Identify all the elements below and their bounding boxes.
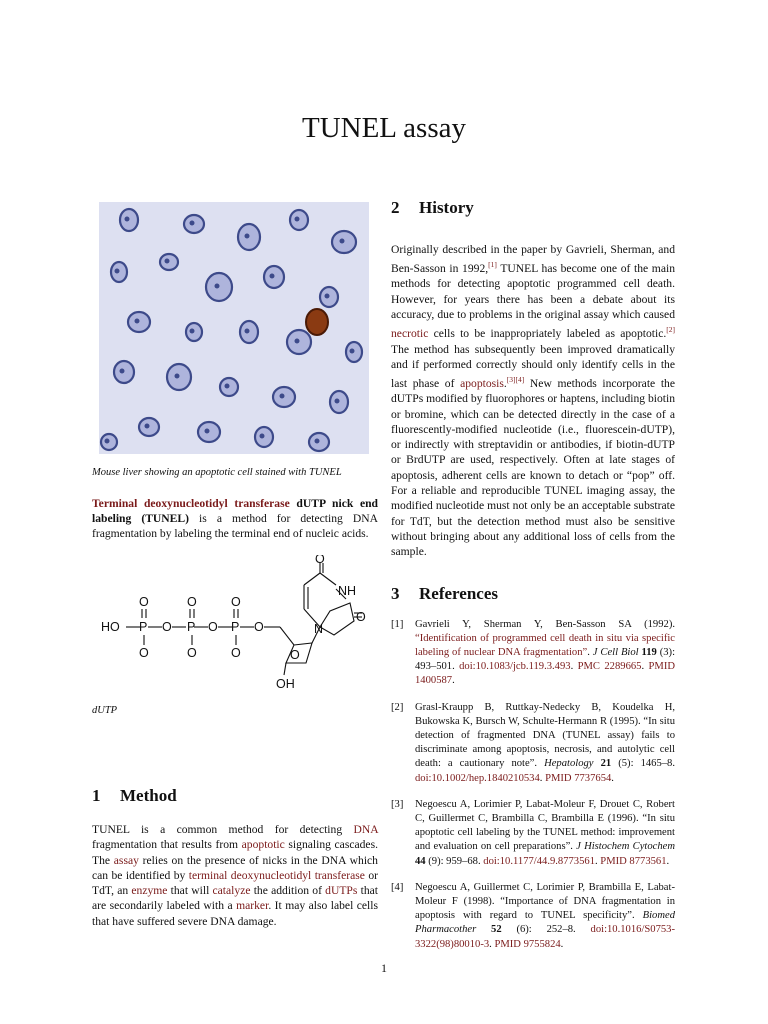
mol-label-ho: HO <box>101 620 120 635</box>
reference-item <box>391 881 675 952</box>
method-text: or TdT, an <box>92 868 378 898</box>
lead-bold-3: ) <box>185 511 190 525</box>
nucleolus-shape <box>215 284 220 289</box>
references-number: 3 <box>391 583 400 603</box>
reference-volume: 119 <box>641 646 657 658</box>
mol-label-o-top-base: O <box>315 555 325 567</box>
reference-journal: J Histochem Cytochem <box>576 841 675 853</box>
nucleolus-shape <box>245 234 250 239</box>
history-citation[interactable]: [2] <box>666 325 675 335</box>
reference-segment: Negoescu A, Guillermet C, Lorimier P, Brambilla E, Labat-Moleur F (1998). “Importance of DNA fragmentation in apoptosis with regard to TUNEL specificity”. <box>415 881 675 922</box>
method-link[interactable]: catalyze <box>212 884 251 898</box>
reference-volume: 21 <box>600 758 612 770</box>
history-text: Originally described in the paper by Gavrieli, Sherman, and Ben-Sasson in 1992, <box>391 243 675 276</box>
dutp-structure-diagram <box>98 555 368 695</box>
method-text: that will <box>167 884 213 898</box>
nucleolus-shape <box>315 439 320 444</box>
history-text: New methods incorporate the dUTPs modified by fluorophores or haptens, including biotin or bromine, which can be detected directly in the case of a fluorescently-modified nucleotide (i.e., fluorescein-dUTP), or indirectly with streptavidin or antibodies, if biotin-dUTP or BrdUTP are used, respectively. Often at late stages of apoptosis, adherent cells are known to detach or “pop” off. For a reliable and reproducible TUNEL imaging assay, the modified nucleotide must not only be an acceptable substrate for TdT, but the detection method must also be sensitive without bringing about any additional loss of cells from the sample. <box>391 376 676 559</box>
reference-volume: 44 <box>415 855 426 867</box>
references-heading <box>391 584 675 604</box>
lead-bold-1: dUTP nick end labeling ( <box>92 496 378 525</box>
method-text: relies on the presence of nicks in the DNA which can be identified by <box>92 853 378 882</box>
mol-label-o-top3: O <box>231 595 241 610</box>
reference-text <box>415 701 675 786</box>
method-link[interactable]: DNA <box>353 823 378 836</box>
history-text: . <box>503 376 507 390</box>
lead-paragraph <box>92 496 378 542</box>
mol-label-o3: O <box>254 620 264 635</box>
reference-segment: . <box>539 772 546 784</box>
nucleolus-shape <box>205 429 210 434</box>
reference-segment: Gavrieli Y, Sherman Y, Ben-Sasson SA (1992). <box>415 618 675 630</box>
dutp-caption: dUTP <box>92 705 118 717</box>
reference-number: [1] <box>391 618 404 630</box>
reference-link[interactable]: doi:10.1016/S0753-3322(98)80010-3 <box>415 924 675 950</box>
mol-label-o-ring: O <box>290 648 300 663</box>
reference-link[interactable]: doi:10.1083/jcb.119.3.493 <box>459 661 571 673</box>
reference-link[interactable]: doi:10.1177/44.9.8773561 <box>483 855 595 867</box>
nucleolus-shape <box>135 319 140 324</box>
lead-link-tdt[interactable]: Terminal deoxynucleotidyl transferase <box>92 496 290 510</box>
liver-micrograph-image <box>99 202 369 454</box>
history-link[interactable]: apoptosis <box>460 376 504 390</box>
method-link[interactable]: terminal deoxynucleotidyl transferase <box>188 868 365 882</box>
nucleolus-shape <box>325 294 330 299</box>
reference-journal: J Cell Biol <box>592 646 639 658</box>
references-title: References <box>419 583 498 603</box>
reference-link[interactable]: “Identification of programmed cell death in situ via specific labeling of nuclear DNA fragmentation” <box>415 632 675 658</box>
method-link[interactable]: marker <box>236 899 269 913</box>
history-number: 2 <box>391 198 400 217</box>
reference-number: [3] <box>391 798 404 810</box>
nucleolus-shape <box>105 439 110 444</box>
reference-journal: Biomed Pharmacother <box>415 910 675 936</box>
nucleolus-shape <box>190 221 195 226</box>
mol-label-o-top1: O <box>139 595 149 610</box>
history-text: cells to be inappropriately labeled as apoptotic. <box>428 327 667 341</box>
method-link[interactable]: assay <box>113 853 139 867</box>
history-heading <box>391 198 675 218</box>
mol-label-o2: O <box>208 620 218 635</box>
history-link[interactable]: necrotic <box>391 327 429 341</box>
reference-link[interactable]: PMID 8773561 <box>600 855 667 867</box>
method-paragraph <box>92 822 378 929</box>
reference-number: [4] <box>391 881 404 893</box>
reference-segment: . <box>560 938 564 950</box>
mol-label-p2: P <box>187 620 196 635</box>
reference-segment: . <box>587 646 593 658</box>
reference-segment <box>594 758 601 769</box>
history-text: TUNEL has become one of the main methods for detecting apoptotic programmed cell death. However, for years there has been a debate about its accuracy, due to problems in the original assay which caused <box>391 262 675 322</box>
history-citation[interactable]: [1] <box>488 260 497 270</box>
reference-segment: . <box>641 661 649 673</box>
reference-segment: . <box>452 675 455 687</box>
nucleolus-shape <box>115 269 120 274</box>
method-link[interactable]: dUTPs <box>325 884 358 898</box>
reference-segment: . <box>611 772 614 784</box>
reference-segment: (6): 252–8. <box>501 924 591 936</box>
nucleolus-shape <box>175 374 180 379</box>
method-link[interactable]: enzyme <box>131 884 168 898</box>
nucleolus-shape <box>295 217 300 222</box>
reference-segment: . <box>595 855 601 867</box>
reference-text <box>415 798 675 869</box>
method-text: . It may also label cells that have suffered severe DNA damage. <box>92 899 378 928</box>
references-list <box>391 618 675 952</box>
reference-segment: . <box>570 661 578 673</box>
nucleolus-shape <box>295 339 300 344</box>
mol-label-o-minus3: O <box>231 646 241 661</box>
mol-label-n: N <box>314 622 324 637</box>
method-text: that are secondarily labeled with a <box>92 884 378 913</box>
reference-link[interactable]: doi:10.1002/hep.1840210534 <box>415 772 540 784</box>
reference-segment: Grasl-Kraupp B, Ruttkay-Nedecky B, Koudelka H, Bukowska K, Bursch W, Schulte-Hermann R (1995). “In situ detection of fragmented DNA (TUNEL assay) fails to discriminate among apoptosis, necrosis, and autolytic cell death: a cautionary note”. <box>415 701 675 770</box>
reference-item <box>391 618 675 689</box>
nucleolus-shape <box>340 239 345 244</box>
nucleolus-shape <box>120 369 125 374</box>
page-number: 1 <box>381 961 387 975</box>
reference-link[interactable]: PMC 2289665 <box>577 661 642 673</box>
mol-label-oh: OH <box>276 677 295 692</box>
nucleolus-shape <box>245 329 250 334</box>
nucleolus-shape <box>190 329 195 334</box>
reference-number: [2] <box>391 701 404 713</box>
nucleolus-shape <box>125 217 130 222</box>
reference-text <box>415 618 675 689</box>
reference-segment <box>476 924 491 935</box>
page-title: TUNEL assay <box>301 112 467 144</box>
method-text: TUNEL is a common method for detecting <box>92 823 354 836</box>
method-number: 1 <box>92 786 101 805</box>
method-heading <box>92 786 177 806</box>
nucleolus-shape <box>165 259 170 264</box>
method-text: fragmentation that results from <box>92 838 242 852</box>
mol-label-p3: P <box>231 620 240 635</box>
reference-segment: . <box>489 938 495 950</box>
method-text: signaling cascades. The <box>92 838 378 867</box>
history-citation[interactable]: [3][4] <box>506 375 525 385</box>
history-title: History <box>419 198 474 217</box>
mol-label-o-top2: O <box>187 595 197 610</box>
mol-label-o-minus1: O <box>139 646 149 661</box>
nucleolus-shape <box>335 399 340 404</box>
mol-label-o-right: O <box>356 610 366 625</box>
reference-link[interactable]: PMID 7737654 <box>545 772 612 784</box>
mol-label-nh: NH <box>338 584 357 599</box>
lead-rest: is a method for detecting DNA fragmentation by labeling the terminal end of nucleic acids. <box>92 511 378 541</box>
reference-item <box>391 798 675 869</box>
reference-item <box>391 701 675 786</box>
mol-label-o-minus2: O <box>187 646 197 661</box>
nucleolus-shape <box>350 349 355 354</box>
reference-journal: Hepatology <box>544 758 594 770</box>
history-paragraph <box>391 242 675 560</box>
reference-volume: 52 <box>491 924 502 936</box>
reference-text <box>415 881 675 952</box>
history-text: The method has subsequently been improved dramatically and if performed correctly should only identify cells in the last phase of <box>391 342 675 390</box>
right-column <box>391 198 675 952</box>
lead-bold-tunel: TUNEL <box>145 511 186 525</box>
apoptotic-cell-shape <box>306 309 328 335</box>
mol-label-p1: P <box>139 620 148 635</box>
reference-segment: (9): 959–68. <box>425 855 484 867</box>
reference-link[interactable]: PMID 9755824 <box>494 938 561 950</box>
nucleolus-shape <box>145 424 150 429</box>
reference-link[interactable]: PMID 1400587 <box>415 661 676 687</box>
method-title: Method <box>120 786 177 805</box>
reference-segment: (3): 493–501. <box>415 646 676 673</box>
nucleolus-shape <box>260 434 265 439</box>
nucleolus-shape <box>280 394 285 399</box>
left-column <box>92 202 378 716</box>
reference-segment: Negoescu A, Lorimier P, Labat-Moleur F, Drouet C, Robert C, Guillermet C, Brambilla C, Brambilla E (1996). “In situ apoptotic cell labeling by the TUNEL method: improvement and evaluation on cell preparations”. <box>415 798 675 853</box>
method-link[interactable]: apoptotic <box>241 838 285 852</box>
reference-segment: . <box>666 855 670 867</box>
figure-caption: Mouse liver showing an apoptotic cell stained with TUNEL <box>92 467 342 478</box>
mol-label-o1: O <box>162 620 172 635</box>
reference-segment: (5): 1465–8. <box>611 758 675 770</box>
nucleolus-shape <box>270 274 275 279</box>
method-text: the addition of <box>250 884 326 898</box>
nucleolus-shape <box>225 384 230 389</box>
